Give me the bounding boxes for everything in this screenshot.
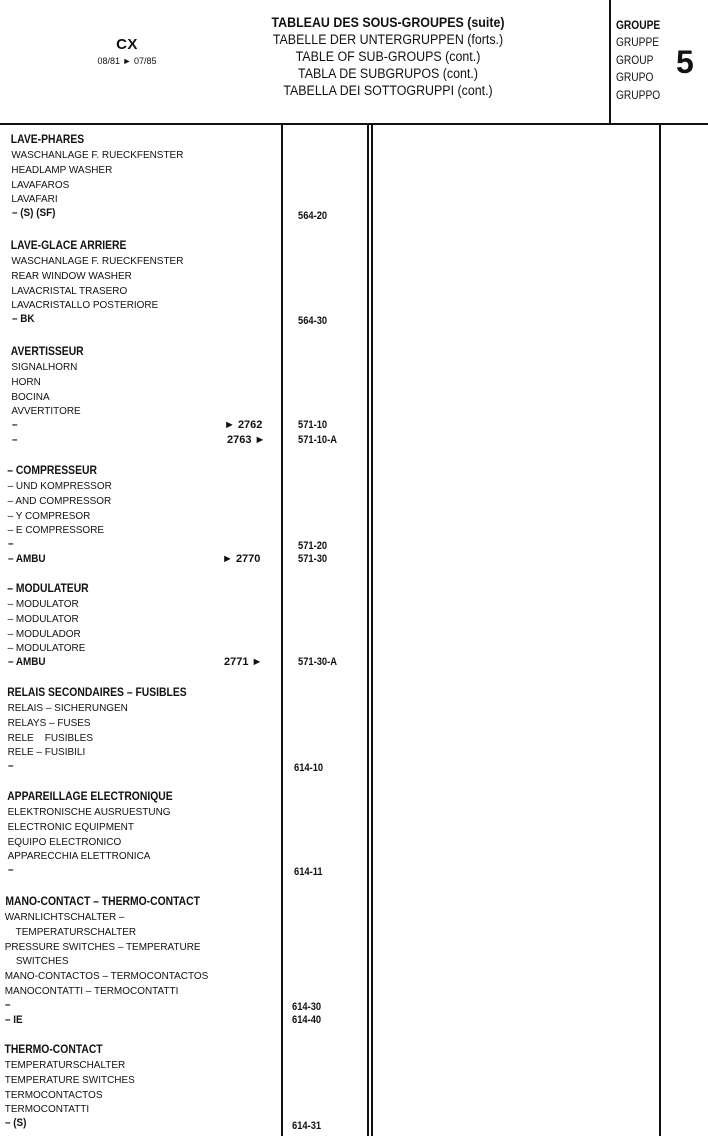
section-line: – E COMPRESSORE [7, 524, 105, 537]
section-line: – MODULATOR [7, 598, 79, 610]
section-lave-phares [0, 133, 360, 222]
group-number: 5 [676, 44, 694, 80]
ref-label: – IE [5, 1013, 23, 1026]
section-compresseur [0, 464, 360, 568]
group-label-fr: GROUPE [616, 18, 661, 32]
section-line: MANOCONTATTI – TERMOCONTATTI [4, 984, 179, 997]
section-line: – Y COMPRESOR [7, 509, 91, 522]
section-modulateur [0, 582, 360, 671]
ref-code: 614-10 [294, 762, 324, 775]
section-line: HORN [11, 375, 41, 388]
ref-code: 614-31 [292, 1120, 322, 1133]
section-line: WASCHANLAGE F. RUECKFENSTER [11, 149, 184, 161]
ref-code: 571-20 [298, 540, 328, 553]
model-name: CX [116, 36, 138, 53]
section-line: ELECTRONIC EQUIPMENT [7, 820, 134, 833]
column-rule-double-b [371, 123, 373, 1136]
section-line: – MODULATORE [7, 642, 86, 655]
title-es: TABLA DE SUBGRUPOS (cont.) [298, 66, 478, 81]
ref-row [0, 538, 360, 553]
section-line: RELE – FUSIBILI [7, 746, 86, 759]
ref-code: 571-30-A [298, 656, 337, 669]
ref-label: – AMBU [8, 656, 46, 669]
ref-row [0, 656, 360, 671]
page-title [230, 14, 546, 99]
ref-label: – (S) (SF) [12, 207, 56, 220]
ref-row [0, 1117, 360, 1132]
model-block [60, 36, 194, 66]
ref-model-year-mark: ► 2762 [224, 419, 263, 432]
section-line: RELE FUSIBLES [7, 731, 93, 744]
ref-label: – AMBU [8, 553, 46, 566]
section-line: LAVAFARI [11, 193, 58, 206]
section-line: RELAYS – FUSES [7, 716, 91, 729]
section-line: LAVAFAROS [11, 178, 70, 191]
section-line: LAVACRISTAL TRASERO [11, 284, 128, 297]
section-mano-thermo-contact [0, 895, 360, 1029]
section-line: SIGNALHORN [11, 361, 78, 373]
section-appareillage-electronique [0, 790, 360, 879]
section-line: RELAIS – SICHERUNGEN [7, 702, 128, 714]
section-line: APPARECCHIA ELETTRONICA [7, 850, 151, 863]
section-line: HEADLAMP WASHER [11, 163, 113, 176]
section-line: ELEKTRONISCHE AUSRUESTUNG [7, 806, 171, 818]
section-line: PRESSURE SWITCHES – TEMPERATURE [4, 940, 201, 953]
ref-label: – [8, 760, 14, 773]
header-divider [609, 0, 611, 123]
column-rule-right [659, 123, 661, 1136]
section-line: – MODULATOR [7, 612, 79, 625]
ref-code: 571-10-A [298, 434, 337, 447]
section-avertisseur [0, 345, 360, 449]
title-de: TABELLE DER UNTERGRUPPEN (forts.) [272, 32, 504, 47]
ref-label: – [12, 434, 18, 447]
group-label-de: GRUPPE [616, 35, 660, 50]
section-line: TERMOCONTACTOS [4, 1088, 103, 1101]
section-relais-fusibles [0, 686, 360, 775]
ref-code: 564-20 [298, 210, 328, 223]
ref-code: 564-30 [298, 315, 328, 328]
section-line: REAR WINDOW WASHER [11, 269, 132, 282]
ref-label: – [12, 419, 18, 432]
ref-code: 614-11 [294, 866, 323, 879]
section-line: LAVACRISTALLO POSTERIORE [11, 299, 159, 312]
section-title: LAVE-GLACE ARRIERE [10, 240, 127, 252]
section-title: MANO-CONTACT – THERMO-CONTACT [5, 896, 200, 908]
ref-row [0, 207, 360, 222]
ref-row [0, 1014, 360, 1029]
section-line: BOCINA [11, 390, 50, 403]
ref-label: – (S) [5, 1117, 27, 1130]
section-line: AVVERTITORE [11, 405, 81, 418]
ref-row [0, 760, 360, 775]
section-title: – MODULATEUR [7, 583, 89, 595]
section-title: – COMPRESSEUR [7, 465, 97, 477]
section-title: AVERTISSEUR [10, 346, 84, 358]
group-label-es: GRUPO [616, 70, 654, 85]
section-line: WARNLICHTSCHALTER – [4, 911, 125, 923]
title-en: TABLE OF SUB-GROUPS (cont.) [295, 49, 481, 64]
section-line: – UND KOMPRESSOR [7, 480, 112, 492]
section-line: – AND COMPRESSOR [7, 494, 112, 507]
title-fr: TABLEAU DES SOUS-GROUPES (suite) [271, 15, 505, 30]
ref-code: 571-10 [298, 419, 328, 432]
ref-code: 571-30 [298, 553, 328, 566]
section-thermo-contact [0, 1043, 360, 1132]
section-line: TERMOCONTATTI [4, 1103, 90, 1116]
section-title: APPAREILLAGE ELECTRONIQUE [7, 791, 173, 803]
ref-row [0, 553, 360, 568]
ref-label: – BK [12, 313, 35, 326]
ref-label: – [8, 864, 14, 877]
section-line: WASCHANLAGE F. RUECKFENSTER [11, 255, 184, 267]
section-line: EQUIPO ELECTRONICO [7, 835, 122, 848]
section-title: LAVE-PHARES [10, 134, 85, 146]
section-line: MANO-CONTACTOS – TERMOCONTACTOS [4, 970, 209, 983]
title-it: TABELLA DEI SOTTOGRUPPI (cont.) [283, 83, 493, 98]
section-line: TEMPERATURSCHALTER [4, 1059, 126, 1071]
section-line: SWITCHES [4, 955, 69, 968]
section-title: RELAIS SECONDAIRES – FUSIBLES [7, 687, 187, 699]
ref-row [0, 434, 360, 449]
group-label-en: GROUP [616, 52, 654, 67]
group-label-block [616, 17, 668, 104]
ref-row [0, 419, 360, 434]
ref-row [0, 864, 360, 879]
ref-model-year-mark: 2763 ► [227, 434, 266, 447]
section-line: TEMPERATURSCHALTER [4, 925, 137, 938]
section-line: – MODULADOR [7, 627, 81, 640]
ref-model-year-mark: 2771 ► [224, 656, 263, 669]
section-line: TEMPERATURE SWITCHES [4, 1073, 135, 1086]
ref-label: – [8, 538, 14, 551]
ref-code: 614-40 [292, 1013, 322, 1026]
ref-row [0, 313, 360, 328]
ref-model-year-mark: ► 2770 [222, 553, 261, 566]
ref-code: 614-30 [292, 1000, 322, 1013]
ref-row [0, 999, 360, 1014]
model-dates: 08/81 ► 07/85 [97, 56, 157, 66]
section-lave-glace-arriere [0, 239, 360, 328]
page-header [0, 0, 708, 125]
section-title: THERMO-CONTACT [4, 1044, 103, 1056]
ref-label: – [5, 998, 11, 1011]
column-rule-double-a [367, 123, 369, 1136]
group-label-it: GRUPPO [616, 87, 661, 102]
